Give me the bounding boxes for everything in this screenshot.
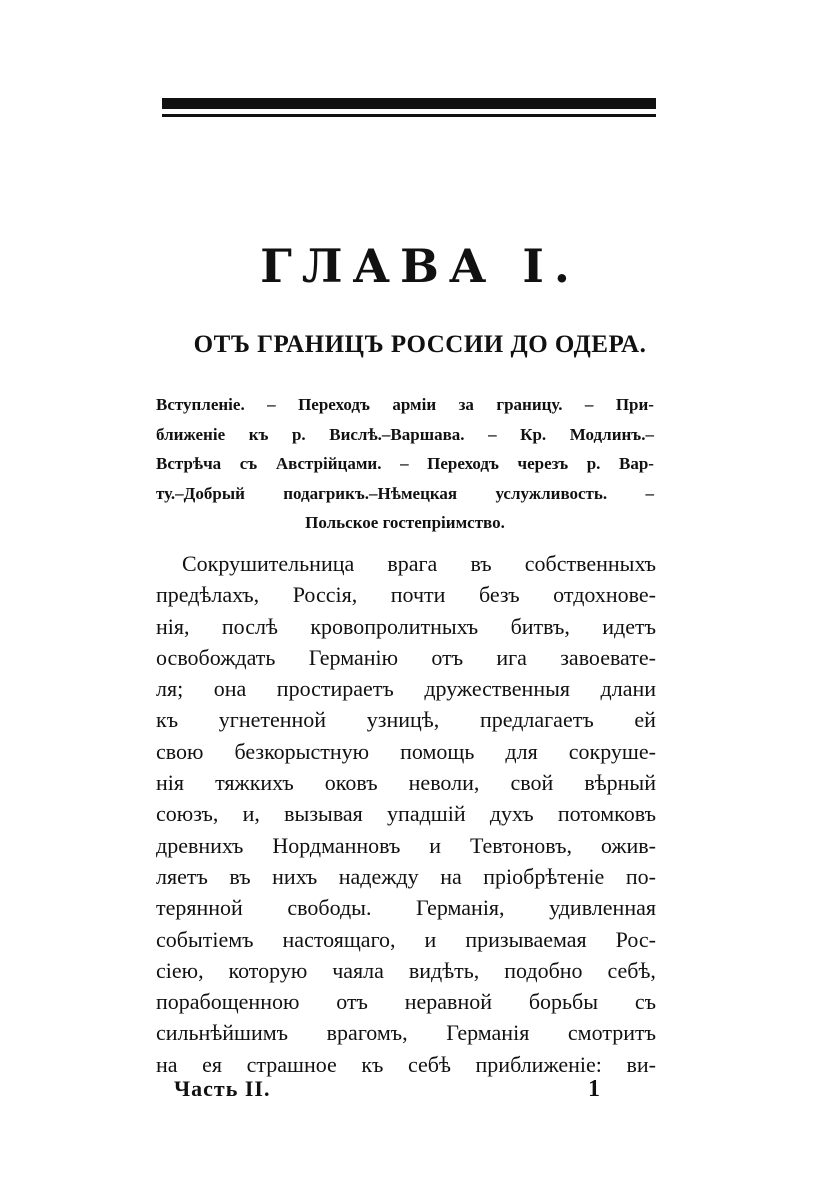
word: Переходъ — [298, 395, 370, 414]
signature-mark: Часть II. — [174, 1076, 271, 1101]
synopsis-line — [156, 390, 654, 420]
word: услужливость. — [495, 483, 608, 503]
word: завоевате- — [560, 644, 656, 670]
word: отдохнове- — [553, 582, 656, 608]
word: ля; — [156, 676, 184, 702]
chapter-title: ОТЪ ГРАНИЦЪ РОССИИ ДО ОДЕРА. — [193, 331, 647, 358]
word: упадшій — [387, 801, 466, 827]
word: видѣть, — [408, 957, 480, 983]
word: въ — [229, 863, 251, 889]
word: Нордманновъ — [272, 832, 401, 858]
word: нія, — [156, 613, 190, 639]
word: собственныхъ — [524, 551, 656, 576]
body-paragraph — [156, 548, 656, 1080]
word: къ — [156, 707, 179, 733]
word: битвъ, — [510, 613, 570, 639]
synopsis-line — [156, 449, 654, 479]
word: безъ — [478, 582, 520, 608]
word: сокруше- — [568, 738, 656, 764]
word: призываемая — [465, 926, 587, 952]
word: ея — [202, 1051, 223, 1077]
word: которую — [228, 957, 308, 983]
word: чаяла — [332, 957, 384, 983]
word: сильнѣйшимъ — [156, 1020, 289, 1046]
word: она — [213, 676, 247, 702]
word: отъ — [336, 989, 368, 1015]
body-line — [156, 767, 656, 798]
word: и — [429, 832, 442, 858]
word: надежду — [338, 863, 419, 889]
page-number: 1 — [588, 1076, 600, 1102]
word: – — [400, 454, 409, 473]
word: врагомъ, — [326, 1020, 408, 1046]
word: смотритъ — [567, 1020, 656, 1046]
word: настоящаго, — [282, 926, 396, 952]
word: сіею, — [156, 957, 204, 983]
word: – — [488, 424, 497, 444]
word: древнихъ — [156, 832, 244, 858]
word: ожив- — [600, 832, 656, 858]
word: При- — [615, 395, 654, 414]
word: – — [584, 395, 594, 414]
word: ляетъ — [156, 863, 208, 889]
word: ту.–Добрый — [156, 483, 245, 503]
word: Вар- — [619, 454, 654, 473]
word: почти — [390, 582, 446, 608]
word: событіемъ — [156, 926, 254, 952]
word: свою — [156, 738, 204, 764]
word: себѣ, — [607, 957, 656, 983]
word: свой — [510, 770, 554, 796]
word: по- — [625, 863, 656, 889]
word: удивленная — [549, 895, 656, 921]
word: Германія, — [416, 895, 505, 921]
word: на — [156, 1051, 178, 1077]
word: Встрѣча — [156, 454, 222, 473]
word: черезъ — [517, 454, 569, 473]
word: узницѣ, — [366, 707, 440, 733]
word: Переходъ — [427, 454, 499, 473]
word: ви- — [626, 1051, 656, 1077]
word: Россія, — [292, 582, 358, 608]
word: терянной — [156, 895, 243, 921]
word: союзъ, — [156, 801, 219, 827]
word: предлагаетъ — [479, 707, 594, 733]
top-rule-thin — [162, 114, 656, 117]
word: арміи — [392, 395, 437, 414]
word: для — [505, 738, 538, 764]
word: ближеніе — [156, 424, 226, 444]
body-line — [156, 642, 656, 673]
word: Австрійцами. — [275, 454, 382, 473]
word: – — [267, 395, 276, 414]
word: безкорыстную — [234, 738, 370, 764]
word: духъ — [489, 801, 534, 827]
word: границу. — [496, 395, 563, 414]
word: съ — [634, 989, 656, 1015]
synopsis-line: Польское гостепріимство. — [305, 513, 505, 532]
word: р. — [291, 424, 306, 444]
word: ига — [496, 644, 527, 670]
body-line — [156, 861, 656, 892]
word: угнетенной — [218, 707, 327, 733]
body-line — [156, 830, 656, 861]
body-line — [156, 924, 656, 955]
body-line — [156, 1017, 656, 1048]
word: врага — [387, 551, 438, 576]
word: порабощенною — [156, 989, 300, 1015]
body-line — [156, 892, 656, 923]
word: р. — [586, 454, 601, 473]
word: ей — [634, 707, 656, 733]
body-line — [156, 986, 656, 1017]
word: борьбы — [528, 989, 599, 1015]
word: къ — [361, 1051, 384, 1077]
word: приближеніе: — [475, 1051, 602, 1077]
chapter-synopsis — [156, 390, 654, 538]
body-line — [156, 704, 656, 735]
word: отъ — [431, 644, 464, 670]
body-line — [156, 736, 656, 767]
word: простираетъ — [276, 676, 394, 702]
body-line — [156, 798, 656, 829]
body-line — [156, 611, 656, 642]
word: Модлинъ.– — [569, 424, 654, 444]
word: пріобрѣтеніе — [483, 863, 605, 889]
word: тяжкихъ — [215, 770, 294, 796]
word: нія — [156, 770, 185, 796]
word: освобождать — [156, 644, 276, 670]
word: подагрикъ.–Нѣмецкая — [283, 483, 458, 503]
word: Германію — [308, 644, 399, 670]
body-line — [156, 548, 656, 579]
word: Кр. — [520, 424, 547, 444]
word: оковъ — [324, 770, 378, 796]
body-line — [156, 955, 656, 986]
word: за — [458, 395, 474, 414]
word: себѣ — [408, 1051, 451, 1077]
word: къ — [248, 424, 269, 444]
word: идетъ — [602, 613, 656, 639]
word: длани — [600, 676, 656, 702]
word: дружественныя — [424, 676, 570, 702]
word: вѣрный — [584, 770, 656, 796]
word: подобно — [504, 957, 583, 983]
word: послѣ — [221, 613, 278, 639]
word: свободы. — [287, 895, 372, 921]
synopsis-line — [156, 479, 654, 509]
word: – — [645, 483, 654, 503]
word: въ — [470, 551, 492, 576]
word: неравной — [404, 989, 492, 1015]
chapter-heading: ГЛАВА I. — [260, 239, 580, 293]
word: Тевтоновъ, — [469, 832, 572, 858]
word: Германія — [446, 1020, 530, 1046]
word: предѣлахъ, — [156, 582, 260, 608]
word: Вступленіе. — [156, 395, 245, 414]
body-line — [156, 673, 656, 704]
word: и, — [242, 801, 260, 827]
word: съ — [239, 454, 258, 473]
word: вызывая — [284, 801, 363, 827]
word: на — [440, 863, 462, 889]
word: нихъ — [272, 863, 318, 889]
word: Сокрушительница — [182, 551, 355, 576]
word: Рос- — [615, 926, 656, 952]
word: кровопролитныхъ — [310, 613, 479, 639]
word: помощь — [400, 738, 475, 764]
word: неволи, — [408, 770, 480, 796]
synopsis-line — [156, 420, 654, 450]
word: и — [424, 926, 437, 952]
word: потомковъ — [557, 801, 656, 827]
top-rule-thick — [162, 98, 656, 109]
word: страшное — [246, 1051, 337, 1077]
body-line — [156, 579, 656, 610]
word: Вислѣ.–Варшава. — [329, 424, 465, 444]
